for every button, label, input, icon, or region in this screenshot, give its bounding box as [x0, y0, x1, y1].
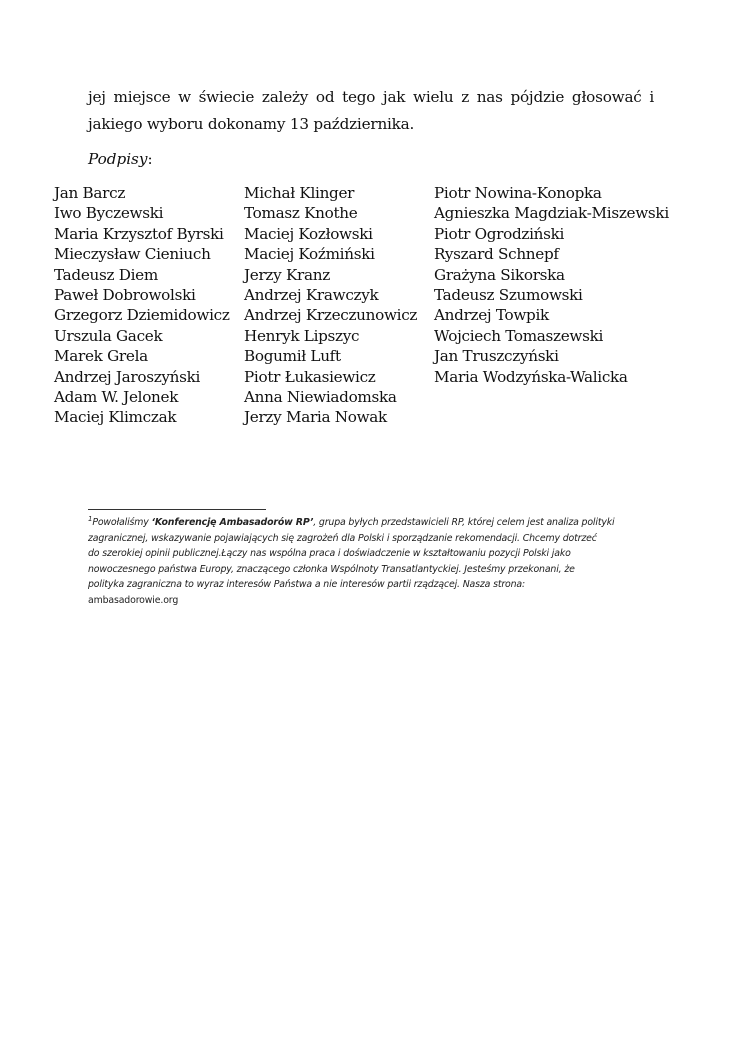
signature-name: Maria Krzysztof Byrski — [54, 224, 224, 243]
signature-name: Jerzy Kranz — [244, 265, 330, 284]
signature-name: Andrzej Krzeczunowicz — [244, 306, 418, 325]
footnote-line-1-rest: , grupa byłych przedstawicieli RP, której celem jest analiza polityki — [313, 517, 615, 528]
footnote-line-2: zagranicznej, wskazywanie pojawiających się zagrożeń dla Polski i sporządzanie rekomendacji. Chcemy dotrzeć — [88, 532, 597, 544]
signatures-column-3 — [434, 183, 669, 387]
signature-name: Adam W. Jelonek — [54, 388, 179, 407]
footnote-line-5: polityka zagraniczna to wyraz interesów Państwa a nie interesów partii rządzącej. Nasza strona: — [88, 579, 526, 590]
intro-line-1: jej miejsce w świecie zależy od tego jak wielu z nas pójdzie głosować i — [88, 88, 654, 106]
signature-name: Anna Niewiadomska — [244, 388, 397, 407]
footnote-website: ambasadorowie.org — [88, 594, 179, 606]
footnote-bold-name: ‘Konferencję Ambasadorów RP’ — [151, 517, 314, 528]
signatures-heading — [88, 146, 153, 173]
signature-name: Tadeusz Szumowski — [434, 286, 583, 305]
footnote-marker: 1 — [88, 514, 93, 523]
signature-name: Maciej Koźmiński — [244, 245, 375, 264]
signature-name: Piotr Ogrodziński — [434, 224, 565, 243]
signatures-heading-colon: : — [147, 150, 153, 168]
signature-name: Henryk Lipszyc — [244, 326, 360, 345]
intro-paragraph — [88, 84, 654, 138]
signature-name: Bogumił Luft — [244, 347, 341, 366]
signature-name: Piotr Łukasiewicz — [244, 367, 376, 386]
signature-name: Tomasz Knothe — [244, 204, 358, 223]
footnote-lead: Powołaliśmy — [92, 517, 152, 528]
intro-line-2: jakiego wyboru dokonamy 13 października. — [88, 115, 415, 133]
signature-name: Andrzej Krawczyk — [244, 286, 379, 305]
footnote-line-3: do szerokiej opinii publicznej.Łączy nas wspólna praca i doświadczenie w kształtowaniu pozycji Polski jako — [88, 548, 571, 559]
footnote — [88, 515, 648, 608]
signature-name: Wojciech Tomaszewski — [434, 326, 604, 345]
signature-name: Michał Klinger — [244, 184, 355, 202]
signature-name: Jan Barcz — [54, 184, 126, 202]
footnote-separator — [88, 509, 266, 510]
signature-name: Tadeusz Diem — [54, 265, 158, 284]
signature-name: Paweł Dobrowolski — [54, 286, 196, 305]
signature-name: Jan Truszczyński — [434, 347, 559, 366]
footnote-line-4: nowoczesnego państwa Europy, znaczącego członka Wspólnoty Transatlantyckiej. Jesteśmy przekonani, że — [88, 563, 575, 575]
signatures-heading-label: Podpisy — [88, 150, 148, 168]
signature-name: Urszula Gacek — [54, 326, 163, 345]
signature-name: Maciej Kozłowski — [244, 224, 373, 243]
signature-name: Mieczysław Cieniuch — [54, 245, 211, 264]
signatures-column-1 — [54, 183, 230, 428]
signature-name: Marek Grela — [54, 347, 148, 366]
signature-name: Piotr Nowina-Konopka — [434, 184, 602, 202]
signature-name: Grzegorz Dziemidowicz — [54, 306, 230, 325]
signature-name: Ryszard Schnepf — [434, 245, 559, 264]
signature-name: Andrzej Jaroszyński — [54, 367, 201, 386]
signature-name: Iwo Byczewski — [54, 204, 164, 223]
signature-name: Agnieszka Magdziak-Miszewski — [434, 204, 669, 223]
signature-name: Jerzy Maria Nowak — [244, 408, 387, 427]
signature-name: Maciej Klimczak — [54, 408, 177, 427]
footnote-line-1 — [88, 514, 615, 528]
signatures-column-2 — [244, 183, 417, 428]
signature-name: Maria Wodzyńska-Walicka — [434, 367, 628, 386]
signature-name: Grażyna Sikorska — [434, 265, 565, 284]
signature-name: Andrzej Towpik — [434, 306, 549, 325]
